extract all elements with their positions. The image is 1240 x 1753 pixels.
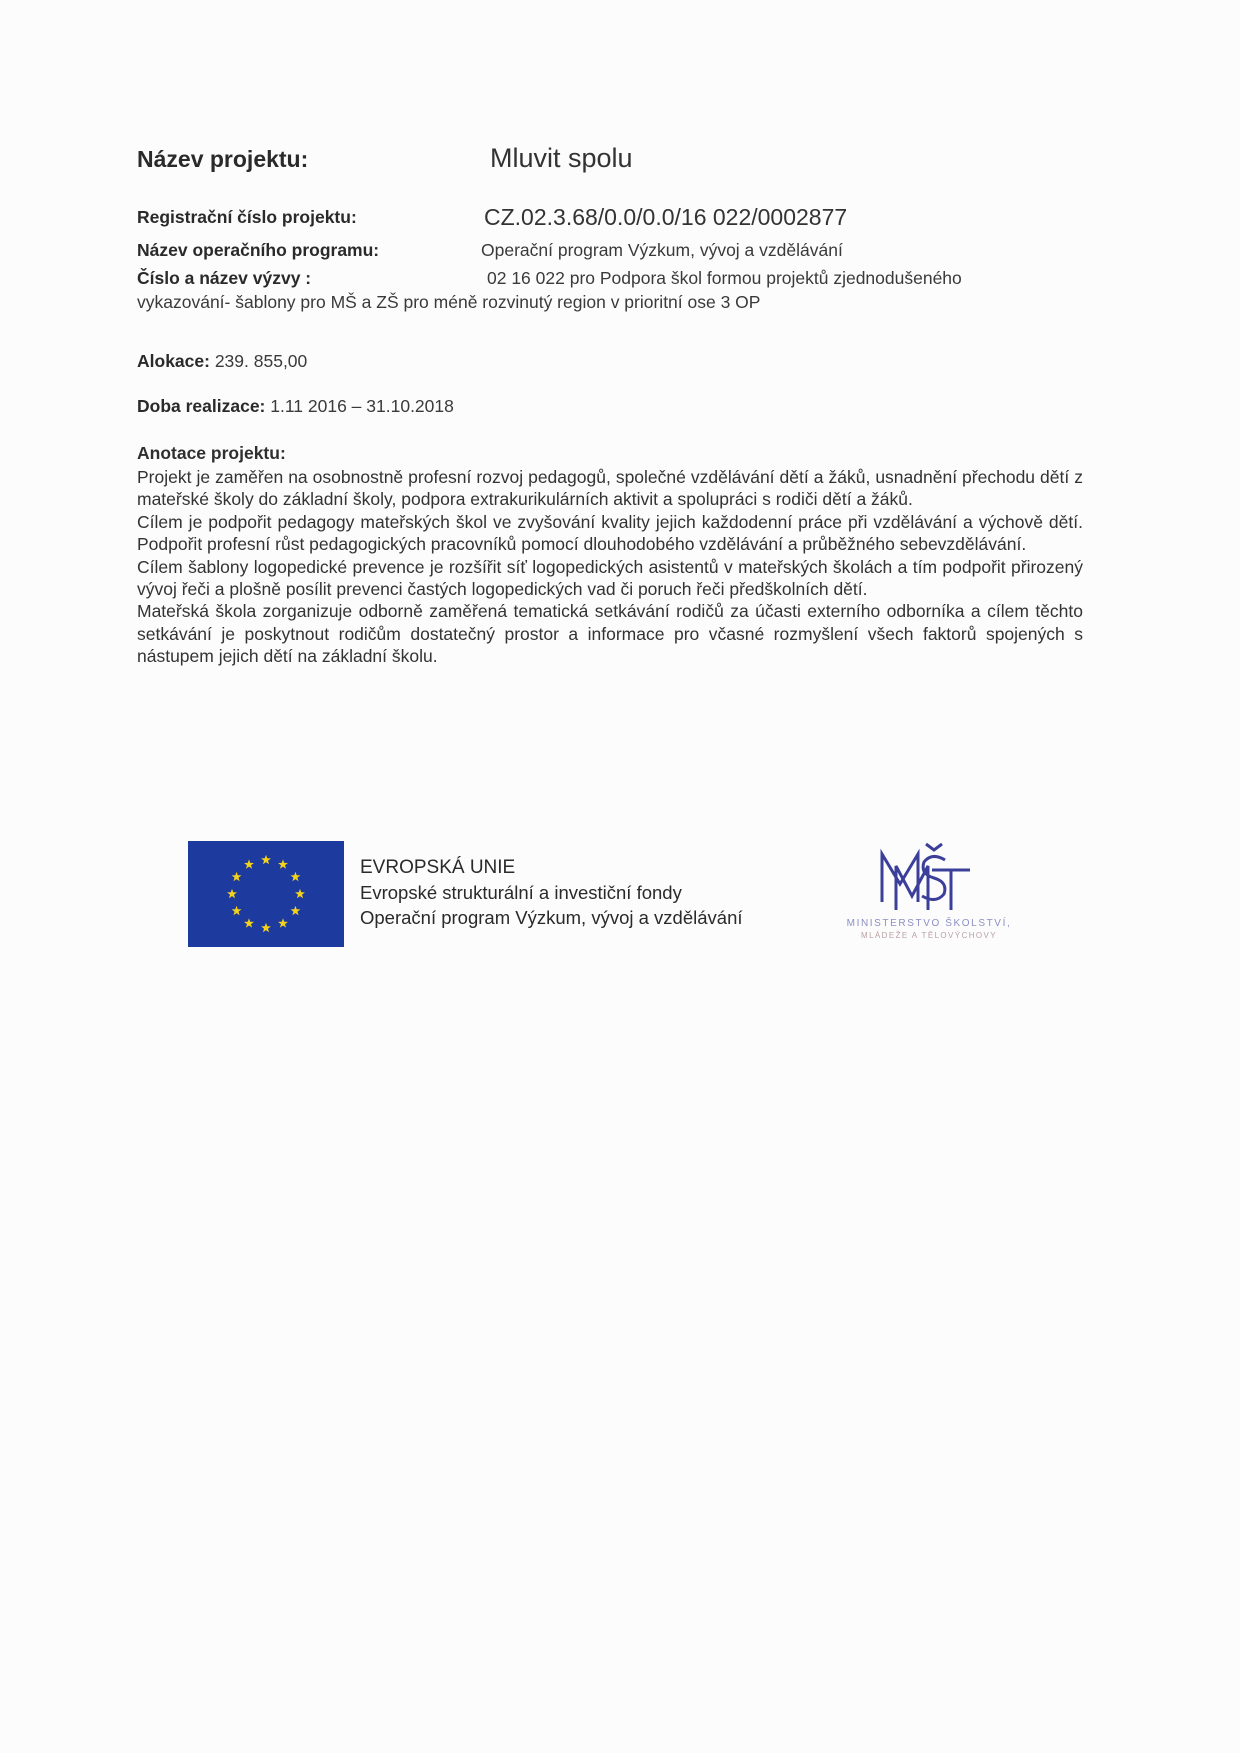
eu-star-icon [295, 889, 305, 898]
project-name-label: Název projektu: [137, 146, 309, 172]
msmt-caption-line1: MINISTERSTVO ŠKOLSTVÍ, [846, 918, 1012, 929]
eu-flag-logo [188, 841, 344, 947]
eu-star-icon [291, 872, 301, 881]
eu-stars-icon [188, 841, 344, 947]
eu-star-icon [232, 906, 242, 915]
duration-value: 1.11 2016 – 31.10.2018 [270, 396, 454, 416]
call-label: Číslo a název výzvy : [137, 268, 312, 288]
call-value-line2: vykazování- šablony pro MŠ a ZŠ pro méně rozvinutý region v prioritní ose 3 OP [137, 292, 761, 312]
eu-star-icon [227, 889, 237, 898]
eu-star-icon [244, 918, 254, 927]
eu-line2: Evropské strukturální a investiční fondy [360, 882, 682, 903]
programme-label: Název operačního programu: [137, 240, 380, 260]
allocation-value: 239. 855,00 [214, 351, 308, 371]
eu-line3: Operační program Výzkum, vývoj a vzdělávání [360, 907, 743, 928]
call-value-line1: 02 16 022 pro Podpora škol formou projektů zjednodušeného [487, 268, 962, 288]
eu-star-icon [278, 859, 288, 868]
annotation-body [137, 466, 1083, 668]
msmt-caption [826, 918, 1032, 942]
annotation-paragraph: Cílem je podpořit pedagogy mateřských škol ve zvyšování kvality jejich každodenní práce při vzdělávání a výchově dětí. Podpořit profesní růst pedagogických pracovníků pomocí dlouhodobého vzdělávání a průběžného sebevzdělávání. [137, 511, 1083, 555]
duration-label: Doba realizace: [137, 396, 266, 416]
msmt-caption-line2: MLÁDEŽE A TĚLOVÝCHOVY [861, 931, 997, 940]
eu-star-icon [261, 923, 271, 932]
eu-star-icon [291, 906, 301, 915]
annotation-paragraph: Cílem šablony logopedické prevence je rozšířit síť logopedických asistentů v mateřských školách a tím podpořit přirozený vývoj řeči a plošně posílit prevenci častých logopedických vad či poruch řeči předškolních dětí. [137, 556, 1083, 600]
eu-line1: EVROPSKÁ UNIE [360, 857, 516, 878]
eu-logo-text [360, 855, 743, 930]
annotation-heading: Anotace projektu: [137, 443, 286, 463]
eu-star-icon [278, 918, 288, 927]
allocation-row [137, 351, 307, 372]
eu-star-icon [244, 859, 254, 868]
allocation-label: Alokace: [137, 351, 210, 371]
programme-value: Operační program Výzkum, vývoj a vzdělávání [481, 240, 843, 260]
annotation-paragraph: Mateřská škola zorganizuje odborně zaměřená tematická setkávání rodičů za účasti externího odborníka a cílem těchto setkávání je poskytnout rodičům dostatečný prostor a informace pro včasné rozmyšlení všech faktorů spojených s nástupem jejich dětí na základní školu. [137, 601, 1083, 667]
registration-value: CZ.02.3.68/0.0/0.0/16 022/0002877 [484, 204, 848, 230]
registration-label: Registrační číslo projektu: [137, 207, 357, 227]
annotation-paragraph: Projekt je zaměřen na osobnostně profesní rozvoj pedagogů, společné vzdělávání dětí a žáků, usnadnění přechodu dětí z mateřské školy do základní školy, podpora extrakurikulárních aktivit a spolupráci s rodiči dětí a žáků. [137, 467, 1083, 510]
eu-star-icon [261, 855, 271, 864]
duration-row [137, 396, 454, 417]
project-name-value: Mluvit spolu [490, 143, 633, 173]
eu-star-icon [232, 872, 242, 881]
